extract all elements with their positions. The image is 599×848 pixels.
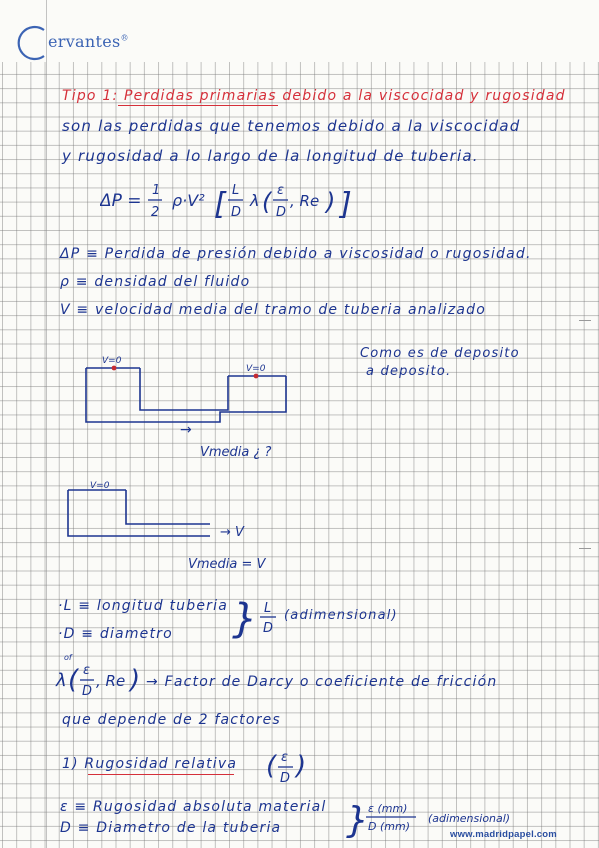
margin-line [46,0,47,848]
tank2-label: V=0 [246,364,266,374]
formula-paren-close: ) [326,188,336,216]
roughness-paren-close: ) [296,751,307,781]
formula-bracket-open: [ [214,187,226,222]
diameter-definition: ·D ≡ diametro [58,626,173,642]
units-num: ε (mm) [368,802,408,815]
formula-eps-num: ε [277,183,285,198]
definition-delta-p: ΔP ≡ Perdida de presión debido a viscosidad o rugosidad. [60,246,532,262]
formula-half-den: 2 [151,205,160,220]
definition-rho: ρ ≡ densidad del fluido [60,274,251,290]
tank-to-tank-svg [80,350,300,460]
roughness-paren-open: ( [266,751,277,781]
relative-roughness-item: 1) Rugosidad relativa [62,756,238,772]
formula-paren-open: ( [262,188,272,216]
formula-lambda: λ [250,191,260,210]
roughness-eps-num: ε [281,750,289,765]
units-brace: } [346,800,369,840]
formula-l-den: D [231,205,242,220]
ld-brace: } [232,596,258,642]
tank-to-outlet-diagram [60,478,280,578]
tank1-label: V=0 [102,356,122,366]
formula-bracket-close: ] [340,187,352,222]
darcy-lambda: λ [56,670,67,691]
binder-hole-mark [579,320,591,323]
vmedia-equals-v: Vmedia = V [188,557,266,572]
tank-to-outlet-svg [60,478,280,578]
pipe-diameter-definition: D ≡ Diametro de la tuberia [60,820,282,836]
formula-l-num: L [232,183,240,198]
roughness-underline [88,774,234,775]
roughness-eps-den: D [280,771,291,786]
formula-half-num: 1 [152,183,161,198]
absolute-roughness-definition: ε ≡ Rugosidad absoluta material [60,799,327,815]
roughness-ratio-svg [266,744,316,788]
flow-arrow: → [180,422,192,438]
darcy-description: → Factor de Darcy o coeficiente de fricción [146,674,498,690]
tank-label: V=0 [90,481,110,491]
ld-adimensional: (adimensional) [284,608,398,623]
units-adimensional: (adimensional) [428,812,511,825]
intro-line-2: y rugosidad a lo largo de la longitud de tuberia. [62,147,479,165]
tank-to-tank-diagram [80,350,300,460]
ld-ratio-num: L [264,601,272,616]
formula-eps-den: D [276,205,287,220]
darcy-eps-num: ε [83,663,91,678]
vmedia-question: Vmedia ¿ ? [200,445,272,460]
pressure-loss-formula [100,180,370,226]
brand-name: ervantes® [48,32,129,51]
formula-svg [100,180,370,226]
darcy-eps-den: D [82,684,93,699]
formula-lhs: ΔP = [100,191,142,211]
darcy-paren-close: ) [130,665,141,695]
footer-url: www.madridpapel.com [450,829,557,840]
note-line-2: a deposito. [366,364,452,379]
title-underline [118,105,278,106]
darcy-factors: que depende de 2 factores [62,712,281,728]
of-mark: of [64,653,72,662]
outlet-velocity: → V [220,525,244,540]
brand-logo [14,22,134,62]
ld-ratio-den: D [263,621,274,636]
darcy-paren-open: ( [68,665,79,695]
note-line-1: Como es de deposito [360,346,520,361]
section-title: Tipo 1: Perdidas primarias debido a la viscocidad y rugosidad [62,88,566,104]
intro-line-1: son las perdidas que tenemos debido a la viscocidad [62,117,521,135]
binder-hole-mark [579,548,591,551]
definition-v: V ≡ velocidad media del tramo de tuberia analizado [60,302,487,318]
length-definition: ·L ≡ longitud tuberia [58,598,228,614]
formula-rho-v2: ρ·V² [172,191,205,210]
darcy-re: , Re [96,672,126,690]
formula-re: , Re [290,192,320,210]
ld-ratio-svg [232,592,472,648]
units-den: D (mm) [368,820,410,833]
